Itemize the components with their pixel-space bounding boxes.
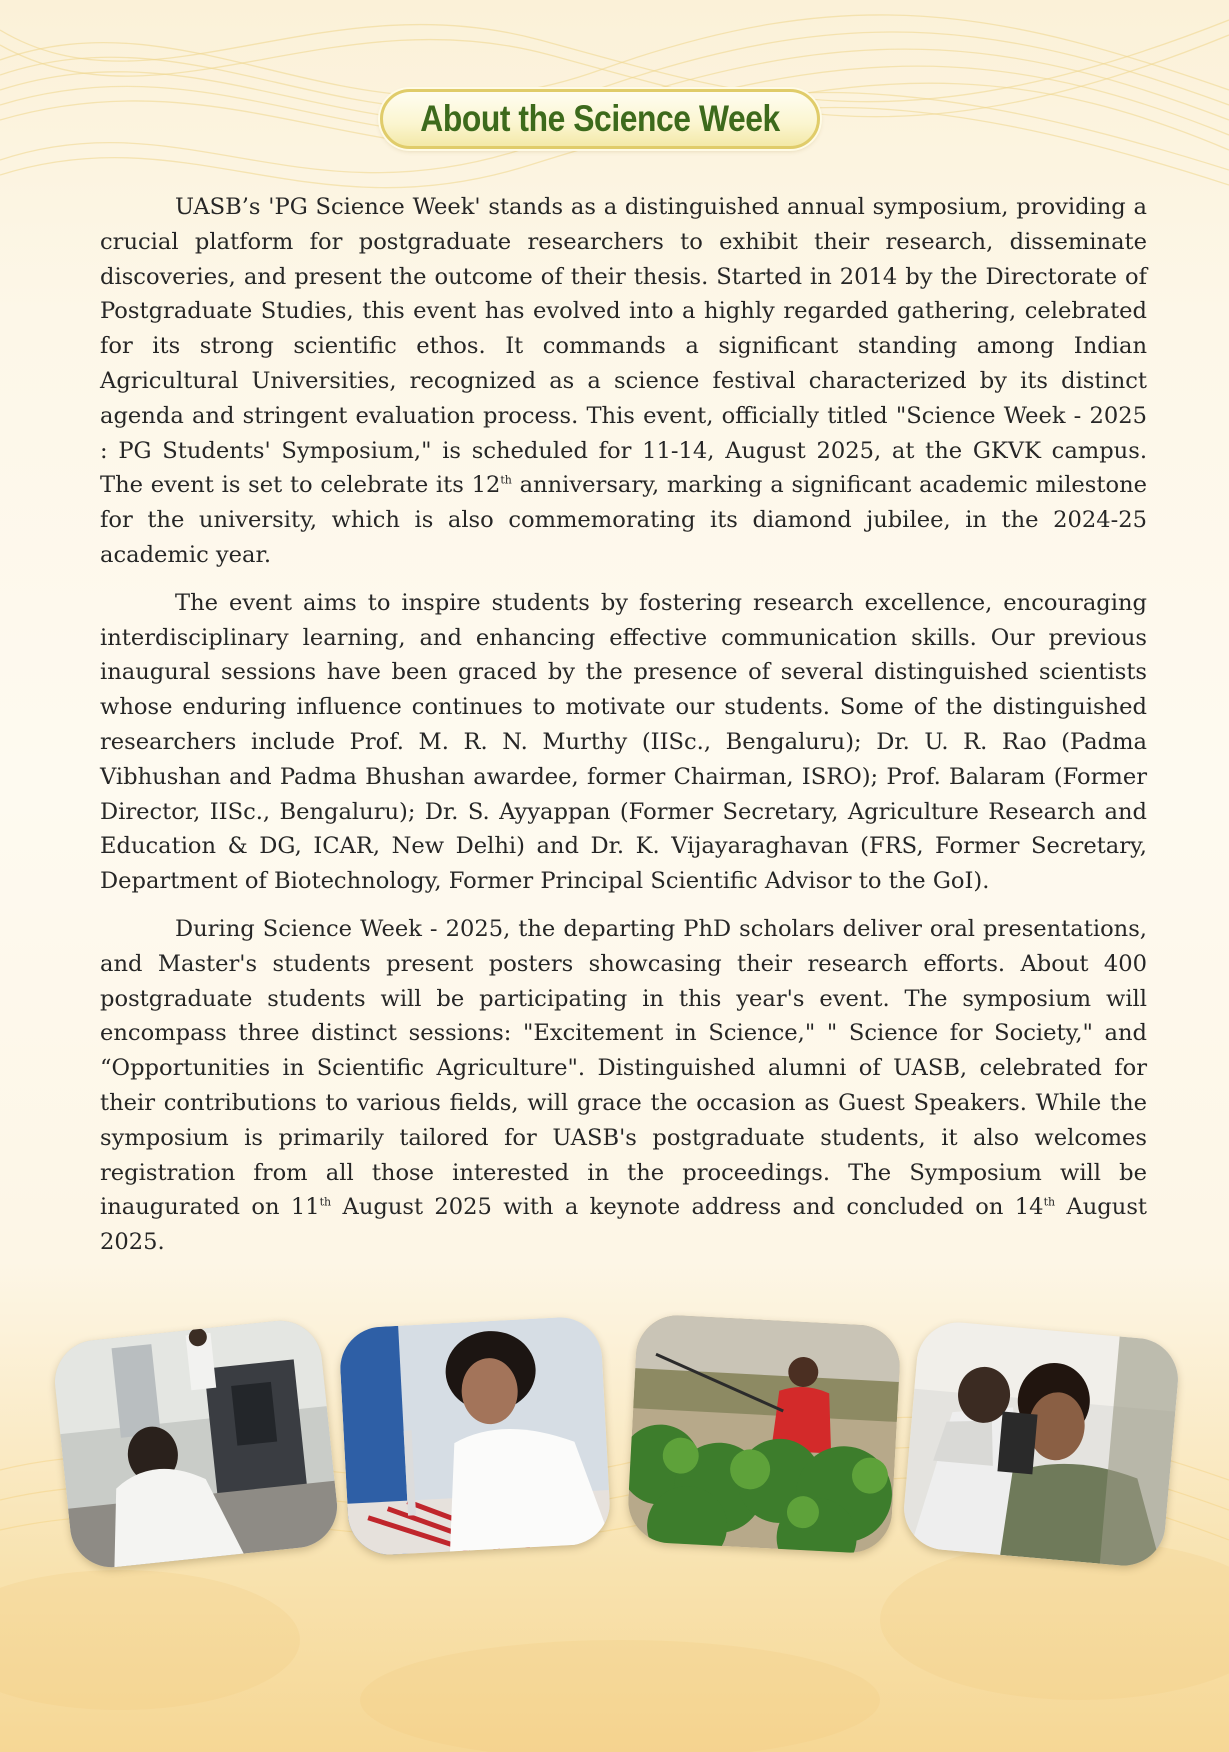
- photo-microscope-students-icon: [901, 1319, 1182, 1569]
- ordinal-suffix: th: [319, 1195, 332, 1209]
- page-title: About the Science Week: [420, 98, 780, 139]
- body-paragraph-1: [100, 190, 1147, 573]
- photo-lab-microscope: [51, 1317, 341, 1572]
- paragraph-text: During Science Week - 2025, the departing PhD scholars deliver oral presentations, and Master's students present posters showcasing their research efforts. About 400 postgraduate students will be participating in this year's event. The symposium will encompass three distinct sessions: "Excitement in Science," " Science for Society," and “Opportunities in Scientific Agriculture". Distinguished alumni of UASB, celebrated for their contributions to various fields, will grace the occasion as Guest Speakers. While the symposium is primarily tailored for UASB's postgraduate students, it also welcomes registration from all those interested in the proceedings. The Symposium will be inaugurated on 11: [100, 915, 1147, 1221]
- paragraph-text: August 2025 with a keynote address and concluded on 14: [331, 1194, 1044, 1221]
- ordinal-suffix: th: [500, 473, 512, 487]
- paragraph-text: August 2025.: [100, 1194, 1147, 1256]
- ordinal-suffix: th: [1043, 1195, 1056, 1209]
- photo-field-plants: [626, 1313, 902, 1555]
- paragraph-text: anniversary, marking a significant academic milestone for the university, which is also commemorating its diamond jubilee, in the 2024-25 academic year.: [100, 472, 1148, 568]
- body-text: [100, 190, 1147, 1273]
- body-paragraph-3: [100, 912, 1147, 1260]
- body-paragraph-2: [100, 586, 1147, 899]
- photo-pipette-icon: [338, 1315, 612, 1556]
- photo-field-plants-icon: [626, 1313, 902, 1555]
- photo-lab-microscope-icon: [51, 1317, 341, 1572]
- photo-microscope-students: [901, 1319, 1182, 1569]
- paragraph-text: The event aims to inspire students by fostering research excellence, encouraging interdisciplinary learning, and enhancing effective communication skills. Our previous inaugural sessions have been graced by the presence of several distinguished scientists whose enduring influence continues to motivate our students. Some of the distinguished researchers include Prof. M. R. N. Murthy (IISc., Bengaluru); Dr. U. R. Rao (Padma Vibhushan and Padma Bhushan awardee, former Chairman, ISRO); Prof. Balaram (Former Director, IISc., Bengaluru); Dr. S. Ayyappan (Former Secretary, Agriculture Research and Education & DG, ICAR, New Delhi) and Dr. K. Vijayaraghavan (FRS, Former Secretary, Department of Biotechnology, Former Principal Scientific Advisor to the GoI).: [100, 589, 1147, 895]
- paragraph-text: UASB’s 'PG Science Week' stands as a distinguished annual symposium, providing a crucial platform for postgraduate researchers to exhibit their research, disseminate discoveries, and present the outcome of their thesis. Started in 2014 by the Directorate of Postgraduate Studies, this event has evolved into a highly regarded gathering, celebrated for its strong scientific ethos. It commands a significant standing among Indian Agricultural Universities, recognized as a science festival characterized by its distinct agenda and stringent evaluation process. This event, officially titled "Science Week - 2025 : PG Students' Symposium," is scheduled for 11-14, August 2025, at the GKVK campus. The event is set to celebrate its 12: [100, 194, 1147, 499]
- photo-pipette: [338, 1315, 612, 1556]
- title-banner: [380, 89, 820, 149]
